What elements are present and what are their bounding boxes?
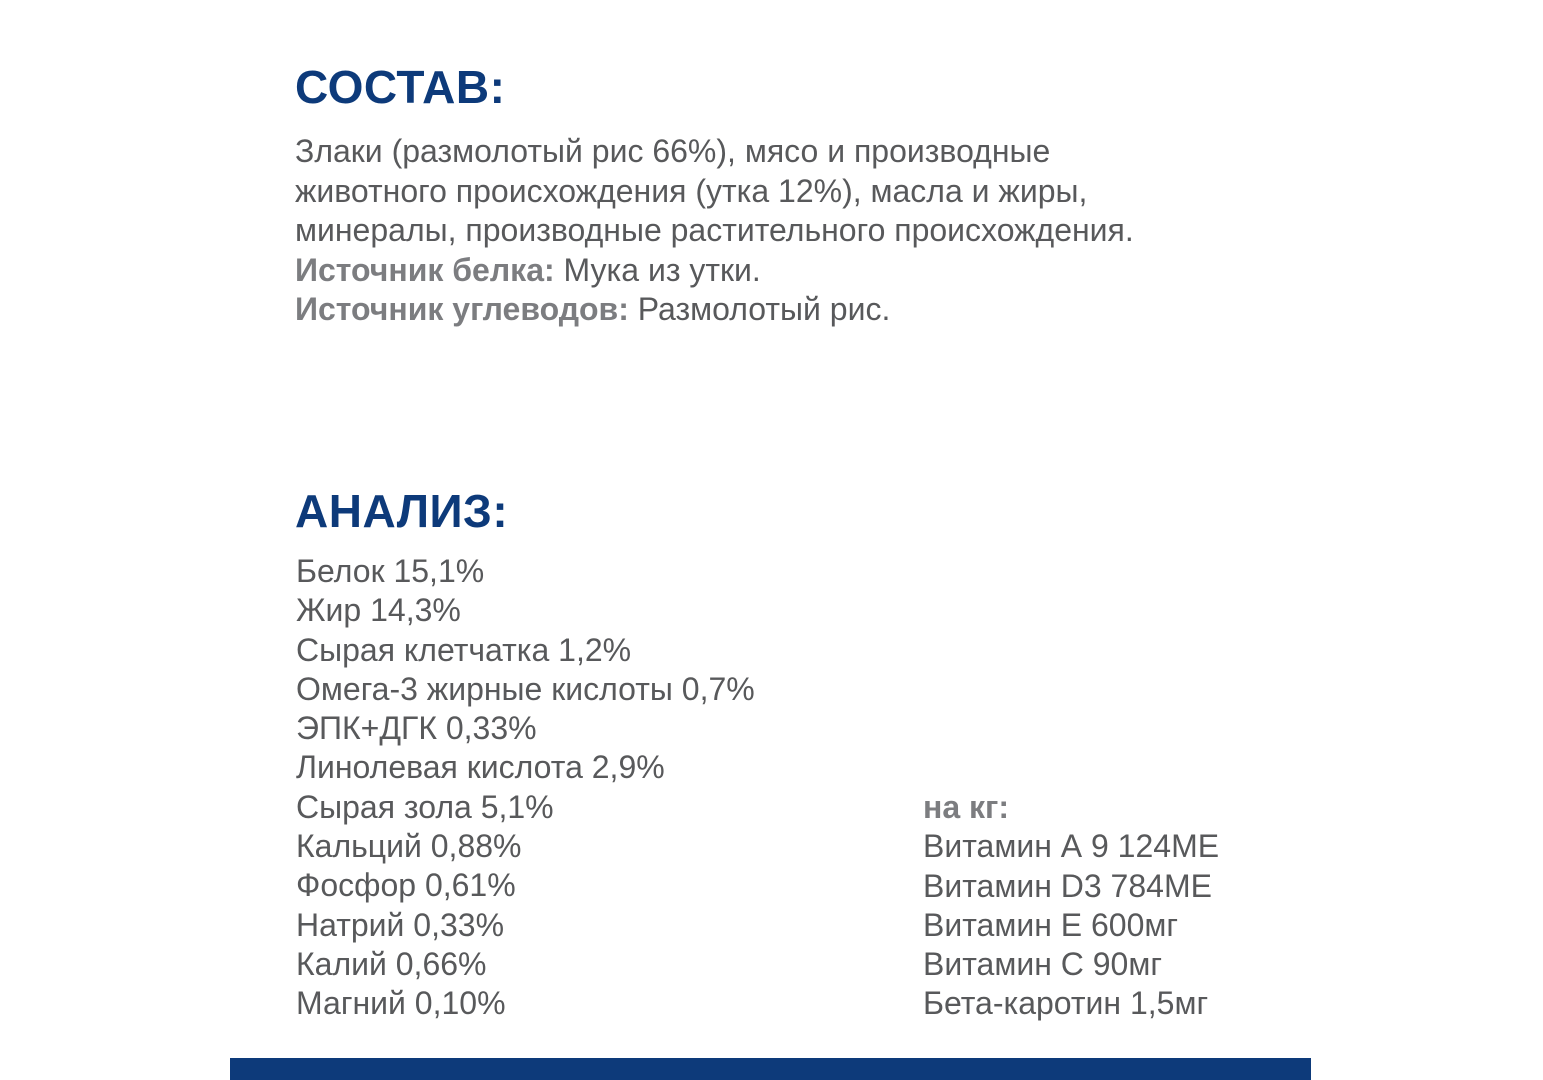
analysis-list [296, 552, 755, 1024]
composition-line: Злаки (размолотый рис 66%), мясо и производные [295, 133, 1051, 169]
analysis-item: Омега-3 жирные кислоты 0,7% [296, 670, 755, 707]
protein-source-value: Мука из утки. [554, 251, 761, 288]
carbs-source [295, 290, 1295, 330]
analysis-item: Белок 15,1% [296, 553, 485, 589]
composition-line: животного происхождения (утка 12%), масла и жиры, [295, 172, 1088, 209]
analysis-item: Жир 14,3% [296, 592, 461, 629]
analysis-item: Калий 0,66% [296, 945, 487, 982]
analysis-item: Сырая зола 5,1% [296, 788, 554, 825]
analysis-item: Линолевая кислота 2,9% [296, 749, 665, 786]
carbs-source-label: Источник углеводов: [295, 291, 629, 327]
bottom-bar [230, 1058, 1311, 1080]
carbs-source-value: Размолотый рис. [628, 291, 891, 327]
analysis-item: Кальций 0,88% [296, 828, 522, 865]
composition-line: минералы, производные растительного происхождения. [295, 212, 1134, 248]
composition-text [295, 132, 1295, 330]
vitamin-list [923, 827, 1219, 1023]
per-kg-section [923, 788, 1219, 1024]
per-kg-label: на кг: [923, 789, 1010, 825]
vitamin-item: Витамин D3 784МЕ [923, 867, 1212, 904]
vitamin-item: Бета-каротин 1,5мг [923, 985, 1209, 1022]
analysis-item: ЭПК+ДГК 0,33% [296, 710, 537, 747]
analysis-item: Фосфор 0,61% [296, 867, 516, 904]
composition-heading: СОСТАВ: [295, 61, 506, 113]
protein-source-label: Источник белка: [295, 251, 555, 288]
analysis-item: Магний 0,10% [296, 985, 506, 1022]
analysis-item: Сырая клетчатка 1,2% [296, 631, 632, 668]
analysis-heading: АНАЛИЗ: [295, 485, 509, 537]
analysis-item: Натрий 0,33% [296, 906, 505, 943]
vitamin-item: Витамин С 90мг [923, 946, 1163, 983]
protein-source [295, 251, 1295, 291]
vitamin-item: Витамин А 9 124МЕ [923, 828, 1220, 865]
vitamin-item: Витамин Е 600мг [923, 906, 1179, 943]
